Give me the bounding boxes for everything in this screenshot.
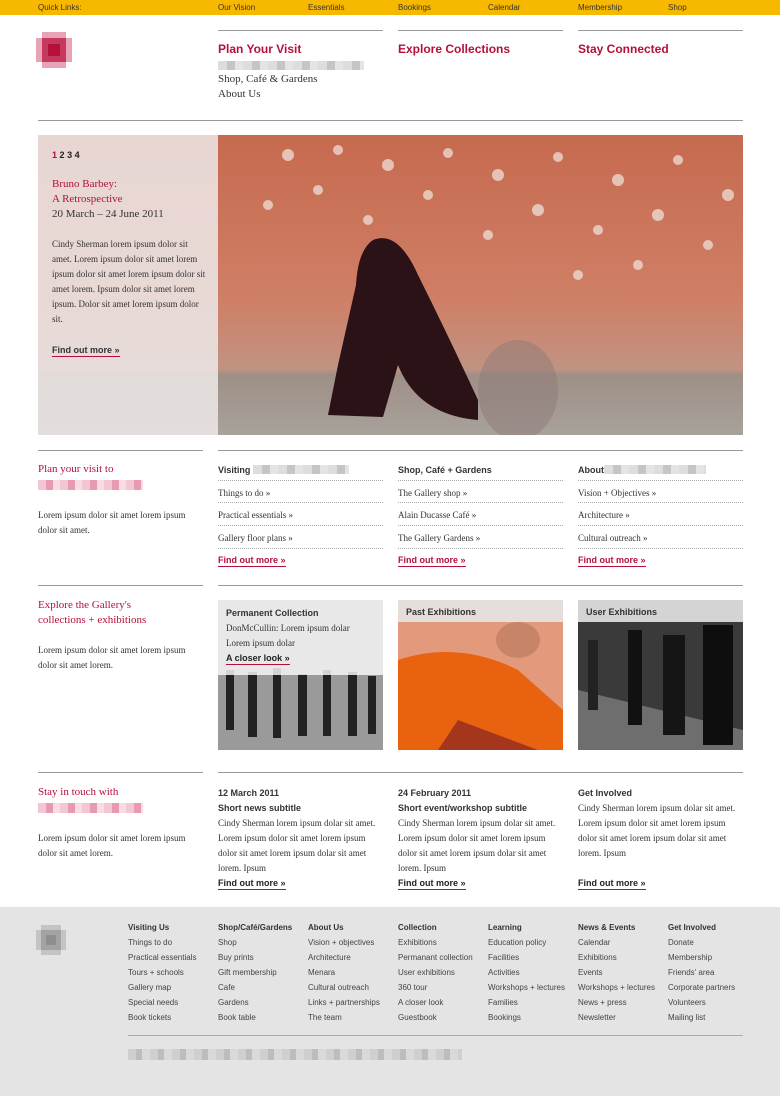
visit-link[interactable]: The Gallery shop » xyxy=(398,488,468,498)
visit-col-title: Visiting xyxy=(218,465,251,475)
redacted-text xyxy=(38,480,143,490)
footer-link[interactable]: Vision + objectives xyxy=(308,938,375,947)
footer-link[interactable]: Shop xyxy=(218,938,237,947)
visit-link[interactable]: Cultural outreach » xyxy=(578,533,648,543)
footer-col-title: Collection xyxy=(398,923,437,932)
footer-link[interactable]: Bookings xyxy=(488,1013,521,1022)
visit-link[interactable]: Gallery floor plans » xyxy=(218,533,293,543)
visit-find-out-more[interactable]: Find out more » xyxy=(218,555,286,565)
quick-links-bar xyxy=(0,0,780,15)
redacted-text xyxy=(218,61,364,70)
footer-col xyxy=(668,923,735,1028)
nav-link[interactable]: Shop, Café & Gardens xyxy=(218,73,318,85)
hero-body: Cindy Sherman lorem ipsum dolor sit amet. Lorem ipsum dolor sit amet lorem ipsum dolor sit amet lorem ipsum dolor sit amet lorem. Ipsum dolor sit amet lorem ipsum. Dolor sit amet lorem ipsum dolor sit. xyxy=(52,239,206,324)
footer-col xyxy=(218,923,292,1028)
footer-link[interactable]: A closer look xyxy=(398,998,444,1007)
footer-link[interactable]: Special needs xyxy=(128,998,179,1007)
explore-heading: Explore the Gallery's xyxy=(38,599,132,611)
visit-heading: Plan your visit to xyxy=(38,463,114,475)
visit-find-out-more[interactable]: Find out more » xyxy=(578,555,646,565)
footer-col-title: Visiting Us xyxy=(128,923,170,932)
visit-link[interactable]: Vision + Objectives » xyxy=(578,488,657,498)
event-date: 24 February 2011 xyxy=(398,788,472,798)
footer-link[interactable]: Education policy xyxy=(488,938,547,947)
footer-link[interactable]: Calendar xyxy=(578,938,611,947)
visit-link[interactable]: Practical essentials » xyxy=(218,510,293,520)
footer-link[interactable]: Exhibitions xyxy=(578,953,617,962)
stay-heading: Stay in touch with xyxy=(38,786,119,798)
footer-link[interactable]: Workshops + lectures xyxy=(488,983,565,992)
pager-item-active[interactable]: 1 xyxy=(52,150,58,160)
footer-link[interactable]: Buy prints xyxy=(218,953,254,962)
footer-link[interactable]: Book table xyxy=(218,1013,256,1022)
topnav-item[interactable]: Essentials xyxy=(308,3,345,12)
event-find-out-more[interactable]: Find out more » xyxy=(398,878,466,888)
footer-link[interactable]: Membership xyxy=(668,953,713,962)
footer-link[interactable]: Cultural outreach xyxy=(308,983,369,992)
hero-pager xyxy=(52,150,80,160)
event-text: Cindy Sherman lorem ipsum dolar sit amet. Lorem ipsum dolor sit amet lorem ipsum dolor sit amet lorem ipsum dolar sit amet lorem. Ipsum xyxy=(398,818,556,873)
redacted-copyright xyxy=(128,1049,462,1060)
footer-link[interactable]: User exhibitions xyxy=(398,968,455,977)
footer-col xyxy=(128,923,196,1028)
card-past-exhibitions[interactable] xyxy=(398,600,563,750)
get-involved-text: Cindy Sherman lorem ipsum dolar sit amet. Lorem ipsum dolor sit amet lorem ipsum dolor sit amet lorem ipsum dolar sit amet lorem. Ipsum xyxy=(578,803,736,858)
footer-col-title: News & Events xyxy=(578,923,636,932)
footer-link[interactable]: Book tickets xyxy=(128,1013,172,1022)
pixel-logo-icon[interactable] xyxy=(36,32,72,68)
visit-find-out-more[interactable]: Find out more » xyxy=(398,555,466,565)
footer-link[interactable]: The team xyxy=(308,1013,342,1022)
quick-links-label: Quick Links: xyxy=(38,3,82,12)
footer-link[interactable]: Corporate partners xyxy=(668,983,736,992)
visit-col-title: About xyxy=(578,465,604,475)
footer-link[interactable]: Activities xyxy=(488,968,520,977)
hero-dates: 20 March – 24 June 2011 xyxy=(52,208,164,220)
hero-find-out-more[interactable]: Find out more » xyxy=(52,345,120,355)
footer-link[interactable]: Links + partnerships xyxy=(308,998,380,1007)
footer-link[interactable]: Events xyxy=(578,968,603,977)
card-label: Past Exhibitions xyxy=(398,600,563,622)
card-text: Lorem ipsum dolar xyxy=(226,638,295,648)
topnav-item[interactable]: Membership xyxy=(578,3,623,12)
card-permanent-collection[interactable] xyxy=(218,600,383,750)
redacted-text xyxy=(604,465,706,474)
footer-link[interactable]: Gardens xyxy=(218,998,249,1007)
visit-link[interactable]: Things to do » xyxy=(218,488,271,498)
explore-body: Lorem ipsum dolor sit amet lorem ipsum dolor sit amet lorem. xyxy=(38,645,186,670)
footer-link[interactable]: Families xyxy=(488,998,518,1007)
card-text: DonMcCullin: Lorem ipsum dolar xyxy=(226,623,350,633)
topnav-item[interactable]: Bookings xyxy=(398,3,431,12)
get-involved-find-out-more[interactable]: Find out more » xyxy=(578,878,646,888)
topnav-item[interactable]: Calendar xyxy=(488,3,521,12)
footer-col xyxy=(308,923,380,1028)
footer-logo-icon xyxy=(36,925,66,955)
visit-link[interactable]: Alain Ducasse Café » xyxy=(398,510,477,520)
stay-body: Lorem ipsum dolor sit amet lorem ipsum dolor sit amet lorem. xyxy=(38,833,186,858)
footer-col-title: About Us xyxy=(308,923,344,932)
get-involved-title: Get Involved xyxy=(578,788,633,798)
footer-link[interactable]: Newsletter xyxy=(578,1013,616,1022)
visit-link[interactable]: The Gallery Gardens » xyxy=(398,533,481,543)
card-user-exhibitions[interactable] xyxy=(578,600,743,750)
nav-link[interactable]: About Us xyxy=(218,88,261,100)
nav-plan-your-visit[interactable]: Plan Your Visit xyxy=(218,42,302,56)
topnav-item[interactable]: Our Vision xyxy=(218,3,256,12)
footer-link[interactable]: Permanant collection xyxy=(398,953,473,962)
footer-col-title: Shop/Café/Gardens xyxy=(218,923,293,932)
footer-link[interactable]: Donate xyxy=(668,938,694,947)
news-text: Cindy Sherman lorem ipsum dolar sit amet. Lorem ipsum dolor sit amet lorem ipsum dolor sit amet lorem ipsum dolar sit amet lorem. Ipsum xyxy=(218,818,376,873)
footer-col xyxy=(578,923,655,1028)
footer-link[interactable]: Cafe xyxy=(218,983,235,992)
topnav-item[interactable]: Shop xyxy=(668,3,687,12)
news-find-out-more[interactable]: Find out more » xyxy=(218,878,286,888)
footer-col xyxy=(398,923,473,1028)
closer-look-link[interactable]: A closer look » xyxy=(226,653,290,663)
footer-link[interactable]: 360 tour xyxy=(398,983,428,992)
footer-link[interactable]: Tours + schools xyxy=(128,968,184,977)
visit-col-title: Shop, Café + Gardens xyxy=(398,465,492,475)
pager-item[interactable]: 2 xyxy=(59,150,65,160)
footer-link[interactable]: Workshops + lectures xyxy=(578,983,655,992)
footer-link[interactable]: Friends' area xyxy=(668,968,715,977)
pager-item[interactable]: 4 xyxy=(74,150,80,160)
news-subtitle: Short news subtitle xyxy=(218,803,302,813)
visit-link[interactable]: Architecture » xyxy=(578,510,630,520)
footer-link[interactable]: Gift membership xyxy=(218,968,277,977)
event-subtitle: Short event/workshop subtitle xyxy=(398,803,528,813)
footer-col-title: Get Involved xyxy=(668,923,717,932)
footer-link[interactable]: Guestbook xyxy=(398,1013,437,1022)
redacted-text xyxy=(253,465,349,474)
nav-explore-collections[interactable]: Explore Collections xyxy=(398,42,511,56)
footer-link[interactable]: Mailing list xyxy=(668,1013,706,1022)
hero-title: A Retrospective xyxy=(52,193,123,205)
card-label: Permanent Collection xyxy=(226,608,319,618)
footer-link[interactable]: Facilities xyxy=(488,953,520,962)
footer-col-title: Learning xyxy=(488,923,522,932)
nav-stay-connected[interactable]: Stay Connected xyxy=(578,42,669,56)
card-label: User Exhibitions xyxy=(578,600,743,622)
footer-link[interactable]: Menara xyxy=(308,968,336,977)
footer-link[interactable]: Gallery map xyxy=(128,983,172,992)
footer-link[interactable]: Exhibitions xyxy=(398,938,437,947)
footer-link[interactable]: News + press xyxy=(578,998,627,1007)
news-date: 12 March 2011 xyxy=(218,788,280,798)
footer-col xyxy=(488,923,565,1028)
redacted-text xyxy=(38,803,143,813)
explore-heading: collections + exhibitions xyxy=(38,614,147,626)
pager-item[interactable]: 3 xyxy=(67,150,73,160)
footer-link[interactable]: Architecture xyxy=(308,953,351,962)
footer-link[interactable]: Things to do xyxy=(128,938,173,947)
hero-title: Bruno Barbey: xyxy=(52,178,118,190)
footer-link[interactable]: Practical essentials xyxy=(128,953,197,962)
visit-body: Lorem ipsum dolor sit amet lorem ipsum dolor sit amet. xyxy=(38,510,186,535)
footer-link[interactable]: Volunteers xyxy=(668,998,706,1007)
footer xyxy=(0,907,780,1096)
